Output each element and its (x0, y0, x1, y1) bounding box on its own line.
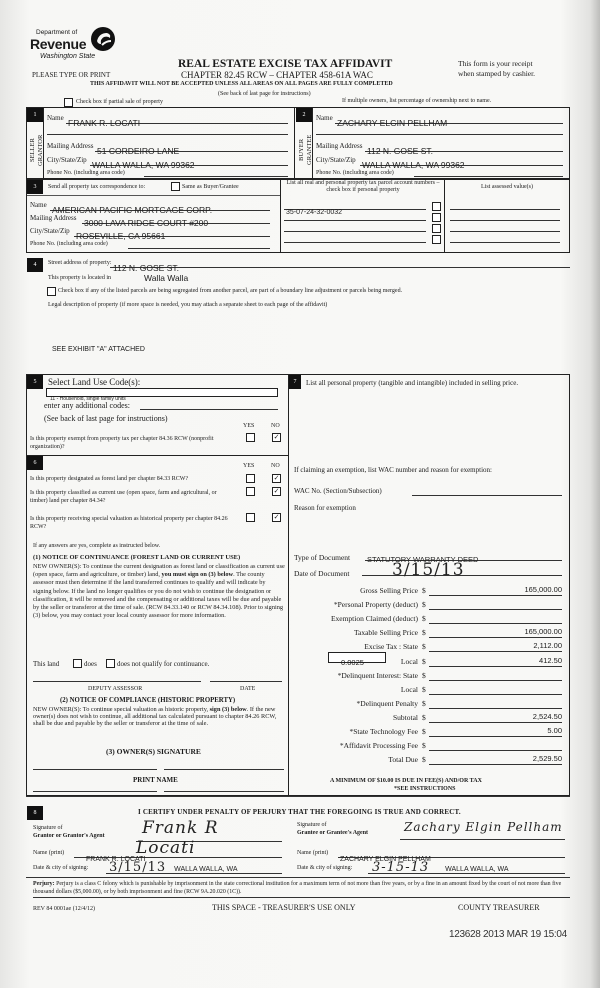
see-instructions-note: *SEE INSTRUCTIONS (394, 786, 456, 792)
grantor-name-label: Name (print) (33, 850, 65, 856)
currency-symbol: $ (422, 727, 426, 736)
section-5-number: 5 (27, 375, 43, 389)
personal-property-checkbox[interactable] (432, 202, 441, 211)
buyer-grantee-label: BUYER GRANTEE (298, 134, 313, 166)
doc-date-field[interactable]: 3/15/13 (362, 560, 562, 576)
county-treasurer-label: COUNTY TREASURER (458, 903, 540, 912)
grantor-sig-label-2: Grantor or Grantor's Agent (33, 833, 105, 839)
personal-property-label: List all personal property (tangible and intangible) included in selling price. (306, 379, 519, 387)
land-use-instructions: (See back of last page for instructions) (44, 414, 168, 423)
corr-phone-field[interactable] (128, 239, 270, 249)
currency-symbol: $ (422, 586, 426, 595)
certify-statement: I CERTIFY UNDER PENALTY OF PERJURY THAT THE FOREGOING IS TRUE AND CORRECT. (138, 808, 461, 816)
please-type-label: PLEASE TYPE OR PRINT (32, 71, 111, 79)
grantee-name-label: Name (print) (297, 850, 329, 856)
print-name-line-2[interactable] (164, 786, 284, 792)
tax-row-label: *Personal Property (deduct) (333, 600, 418, 609)
seller-name-label: Name (47, 114, 64, 122)
buyer-mailing-label: Mailing Address (316, 142, 363, 150)
wac-field[interactable] (412, 486, 562, 496)
no-header-5: NO (271, 423, 280, 429)
receipt-note-1: This form is your receipt (458, 59, 533, 68)
grantee-sig-label-1: Signature of (297, 822, 327, 828)
parcel-number-field[interactable] (284, 234, 426, 243)
land-use-label: Select Land Use Code(s): (48, 377, 141, 387)
legal-description-value[interactable]: SEE EXHIBIT "A" ATTACHED (52, 346, 145, 353)
section-6-number: 6 (27, 456, 43, 470)
personal-property-checkbox[interactable] (432, 224, 441, 233)
assessed-value-field[interactable] (450, 223, 560, 232)
street-address-field[interactable]: 112 N. GOSE ST. (110, 258, 570, 268)
tax-row-value-field[interactable] (429, 698, 562, 709)
correspondence-label: Send all property tax correspondence to: (48, 184, 146, 190)
tax-row-label: *Affidavit Processing Fee (339, 741, 418, 750)
exempt-yes-checkbox[interactable] (246, 433, 255, 442)
form-chapter: CHAPTER 82.45 RCW – CHAPTER 458-61A WAC (181, 70, 373, 80)
tax-row-label: *Delinquent Interest: State (337, 671, 418, 680)
logo-line-1: Department of (36, 29, 78, 36)
seller-city-field[interactable]: WALLA WALLA, WA 99362 (90, 155, 288, 166)
grantor-signature-field[interactable]: Frank R Locati (136, 818, 282, 842)
designation-question-1: Is this property designated as forest land per chapter 84.33 RCW? (30, 476, 189, 482)
doc-type-field[interactable]: STATUTORY WARRANTY DEED (365, 549, 562, 561)
seller-city-label: City/State/Zip (47, 156, 87, 164)
seller-name-field[interactable]: FRANK R. LOCATI (66, 113, 288, 124)
exempt-no-checkbox[interactable]: ✓ (273, 433, 280, 441)
tax-row-label: Exemption Claimed (deduct) (330, 614, 418, 623)
owner-signature-label: (3) OWNER(S) SIGNATURE (106, 747, 201, 756)
forest-yes-checkbox[interactable] (246, 474, 255, 483)
owner-signature-line-2[interactable] (164, 758, 284, 770)
tax-row-label: Excise Tax : State (364, 642, 418, 651)
tax-row-value-field[interactable] (429, 740, 562, 751)
buyer-phone-label: Phone No. (including area code) (316, 170, 394, 176)
parcel-number-field[interactable] (284, 223, 426, 232)
currency-symbol: $ (422, 614, 426, 623)
tax-row-value-field[interactable]: 412.50 (429, 656, 562, 667)
if-yes-note: If any answers are yes, complete as instructed below. (33, 543, 161, 549)
located-label: This property is located in (48, 275, 111, 281)
personal-property-checkbox[interactable] (432, 235, 441, 244)
located-value[interactable]: Walla Walla (144, 273, 189, 283)
grantee-date-label: Date & city of signing: (297, 865, 353, 871)
currency-symbol: $ (422, 628, 426, 637)
tax-row-value-field[interactable]: 2,524.50 (429, 712, 562, 723)
historic-yes-checkbox[interactable] (246, 513, 255, 522)
seller-phone-field[interactable] (144, 168, 288, 177)
treasurer-stamp: 123628 2013 MAR 19 15:04 (449, 929, 567, 940)
currency-symbol: $ (422, 657, 426, 666)
deputy-date-line[interactable] (210, 670, 282, 682)
partial-sale-checkbox[interactable] (64, 98, 73, 107)
tax-row-label: Local (400, 657, 418, 666)
seller-mailing-label: Mailing Address (47, 142, 94, 150)
assessed-header: List assessed value(s) (481, 184, 533, 190)
section-8-number: 8 (27, 806, 43, 820)
buyer-name-label: Name (316, 114, 333, 122)
grantee-date-field[interactable]: 3-15-13 WALLA WALLA, WA (368, 858, 565, 874)
personal-property-checkbox[interactable] (432, 213, 441, 222)
corr-city-label: City/State/Zip (30, 227, 70, 235)
corr-phone-label: Phone No. (including area code) (30, 241, 108, 247)
logo-line-3: Washington State (40, 53, 96, 60)
does-qualify-checkbox[interactable] (73, 659, 82, 668)
deputy-assessor-signature-line[interactable] (33, 670, 201, 682)
acceptance-warning: THIS AFFIDAVIT WILL NOT BE ACCEPTED UNLESS ALL AREAS ON ALL PAGES ARE FULLY COMPLETED (90, 81, 393, 87)
designation-question-2: Is this property classified as current use (open space, farm and agricultural, or timber) land per chapter 84.34? (30, 490, 217, 504)
grantor-sig-label-1: Signature of (33, 825, 63, 831)
section-1-number: 1 (27, 108, 43, 122)
current-use-yes-checkbox[interactable] (246, 487, 255, 496)
tax-row-label: Subtotal (392, 713, 418, 722)
tax-row-label: Taxable Selling Price (353, 628, 418, 637)
corr-mailing-field[interactable]: 3000 LAVA RIDGE COURT #200 (82, 213, 270, 224)
forest-no-checkbox[interactable]: ✓ (273, 474, 280, 482)
treasurer-use-label: THIS SPACE - TREASURER'S USE ONLY (212, 903, 356, 912)
no-header-6: NO (271, 463, 280, 469)
parcel-number-field[interactable]: 35-07-24-32-0032 (284, 201, 426, 210)
grantor-name-field[interactable]: FRANK R. LOCATI (74, 848, 282, 858)
same-as-buyer-checkbox[interactable] (171, 182, 180, 191)
additional-codes-field[interactable] (140, 400, 278, 410)
section-3-number: 3 (27, 180, 43, 194)
additional-codes-label: enter any additional codes: (44, 401, 130, 410)
tax-row-label: Gross Selling Price (360, 586, 418, 595)
parcel-number-field[interactable] (284, 212, 426, 221)
corr-mailing-label: Mailing Address (30, 214, 77, 222)
notice-2-text: NEW OWNER(S): To continue special valuation as historic property, sign (3) below. If the new owner(s) does not wish to continue, all additional tax calculated pursuant to chapter 84.26 RCW, shall be due and payable by the seller or transferor at the time of sale. (33, 706, 277, 727)
tax-row-value-field[interactable]: 2,112.00 (429, 641, 562, 652)
corr-name-field[interactable]: AMERICAN PACIFIC MORTGAGE CORP. (50, 200, 270, 211)
currency-symbol: $ (422, 671, 426, 680)
grantor-date-field[interactable]: 3/15/13 WALLA WALLA, WA (106, 858, 282, 874)
currency-symbol: $ (422, 699, 426, 708)
yes-header-5: YES (243, 423, 255, 429)
tax-row-label: *Delinquent Penalty (356, 699, 418, 708)
print-name-label: PRINT NAME (133, 776, 178, 784)
tax-row-value-field[interactable] (429, 670, 562, 681)
notice-2-title: (2) NOTICE OF COMPLIANCE (HISTORIC PROPERTY) (60, 697, 236, 704)
minimum-due-note: A MINIMUM OF $10.00 IS DUE IN FEE(S) AND/OR TAX (330, 778, 482, 784)
tax-row-value-field[interactable] (429, 613, 562, 624)
reason-label: Reason for exemption (294, 504, 356, 512)
historic-no-checkbox[interactable]: ✓ (273, 513, 280, 521)
exempt-question: Is this property exempt from property tax per chapter 84.36 RCW (nonprofit organization)? (30, 436, 214, 450)
currency-symbol: $ (422, 685, 426, 694)
doc-type-label: Type of Document (294, 553, 351, 562)
multiple-owners-note: If multiple owners, list percentage of ownership next to name. (342, 98, 492, 104)
section-7-number: 7 (289, 375, 301, 389)
seller-grantor-label: SELLER GRANTOR (29, 134, 44, 166)
tax-row-value-field[interactable]: 5.00 (429, 726, 562, 737)
buyer-name-line-2[interactable] (316, 125, 563, 135)
corr-city-field[interactable]: ROSEVILLE, CA 95661 (74, 226, 270, 237)
grantee-name-field[interactable]: ZACHARY ELGIN PELLHAM (338, 848, 565, 858)
currency-symbol: $ (422, 642, 426, 651)
deputy-assessor-label: DEPUTY ASSESSOR (88, 686, 143, 692)
yes-header-6: YES (243, 463, 255, 469)
buyer-mailing-field[interactable]: 112 N. GOSE ST. (365, 141, 563, 152)
doc-date-label: Date of Document (294, 569, 350, 578)
seller-phone-label: Phone No. (including area code) (47, 170, 125, 176)
assessed-value-field[interactable] (450, 234, 560, 243)
current-use-no-checkbox[interactable]: ✓ (273, 487, 280, 495)
same-as-buyer-label: Same as Buyer/Grantee (182, 184, 239, 190)
parcels-header: List all real and personal property tax parcel account numbers – check box if personal property (286, 180, 440, 193)
does-not-qualify-checkbox[interactable] (106, 659, 115, 668)
currency-symbol: $ (422, 741, 426, 750)
corr-name-label: Name (30, 201, 47, 209)
segregation-label: Check box if any of the listed parcels are being segregated from another parcel, are part of a boundary line adjustment or parcels being merged. (58, 288, 403, 294)
section-4-number: 4 (27, 258, 43, 272)
seller-mailing-field[interactable]: 51 CORDEIRO LANE (95, 141, 288, 152)
grantor-date-label: Date & city of signing: (33, 865, 89, 871)
partial-sale-label: Check box if partial sale of property (76, 99, 163, 105)
form-number: REV 84 0001ae (12/4/12) (33, 906, 96, 912)
dor-swirl-icon (90, 26, 116, 52)
notice-1-title: (1) NOTICE OF CONTINUANCE (FOREST LAND OR CURRENT USE) (33, 554, 241, 561)
buyer-city-field[interactable]: WALLA WALLA, WA 99362 (360, 155, 563, 166)
buyer-name-field[interactable]: ZACHARY ELGIN PELLHAM (335, 113, 563, 124)
logo-line-2: Revenue (30, 36, 87, 52)
wac-label: WAC No. (Section/Subsection) (294, 487, 382, 495)
assessed-value-field[interactable] (450, 212, 560, 221)
currency-symbol: $ (422, 755, 426, 764)
section-2-number: 2 (296, 108, 312, 122)
owner-signature-line-1[interactable] (33, 758, 157, 770)
dor-logo (30, 26, 120, 66)
segregation-checkbox[interactable] (47, 287, 56, 296)
this-land-label: This land (33, 660, 60, 668)
tax-row-label: Local (400, 685, 418, 694)
currency-symbol: $ (422, 600, 426, 609)
notice-1-text: NEW OWNER(S): To continue the current designation as forest land or classification as current use (open space, farm and agriculture, or timber) land, you must sign on (3) below. The county assessor must then determine if the land transferred continues to qualify and will indicate by signing below. If the land no longer qualifies or you do not wish to continue the designation or classification, it will be removed and the compensating or additional taxes will be due and payable by the seller or transferor at the time of sale. (RCW 84.33.140 or RCW 84.34.108). Prior to signing (3) below, you may contact your local county assessor for more information. (33, 563, 285, 620)
tax-row-value-field[interactable] (429, 599, 562, 610)
tax-rate-field[interactable]: 0.0025 (328, 652, 386, 663)
date-label: DATE (240, 686, 256, 692)
tax-row-value-field[interactable] (429, 684, 562, 695)
tax-row-value-field[interactable]: 165,000.00 (429, 627, 562, 638)
assessed-value-field[interactable] (450, 201, 560, 210)
form-title: REAL ESTATE EXCISE TAX AFFIDAVIT (178, 58, 393, 70)
does-not-label: does not qualify for continuance. (117, 660, 210, 668)
buyer-city-label: City/State/Zip (316, 156, 356, 164)
does-label: does (84, 660, 97, 668)
print-name-line-1[interactable] (33, 786, 157, 792)
tax-row-label: Total Due (388, 755, 418, 764)
grantee-signature-field[interactable]: Zachary Elgin Pellham (400, 818, 565, 840)
perjury-notice: Perjury: Perjury is a class C felony which is punishable by imprisonment in the state correctional institution for a maximum term of not more than five years, or by a fine in an amount fixed by the court of not more than five thousand dollars ($5,000.00), or by both imprisonment and fine (RCW 9A.20.020 (1C)). (33, 881, 562, 895)
street-label: Street address of property: (48, 260, 112, 266)
tax-row-label: *State Technology Fee (349, 727, 418, 736)
designation-question-3: Is this property receiving special valuation as historical property per chapter 84.26 RCW? (30, 516, 228, 530)
grantee-sig-label-2: Grantee or Grantee's Agent (297, 830, 369, 836)
buyer-phone-field[interactable] (414, 168, 563, 177)
receipt-note-2: when stamped by cashier. (458, 69, 536, 78)
land-use-select[interactable]: 11 - Household, single family units (46, 388, 278, 397)
exemption-label: If claiming an exemption, list WAC number and reason for exemption: (294, 466, 492, 474)
tax-row-value-field[interactable]: 165,000.00 (429, 585, 562, 596)
instructions-note: (See back of last page for instructions) (218, 91, 311, 97)
legal-description-label: Legal description of property (if more space is needed, you may attach a separate sheet to each page of the affidavit) (48, 302, 328, 308)
currency-symbol: $ (422, 713, 426, 722)
tax-row-value-field[interactable]: 2,529.50 (429, 754, 562, 765)
seller-name-line-2[interactable] (47, 125, 288, 135)
